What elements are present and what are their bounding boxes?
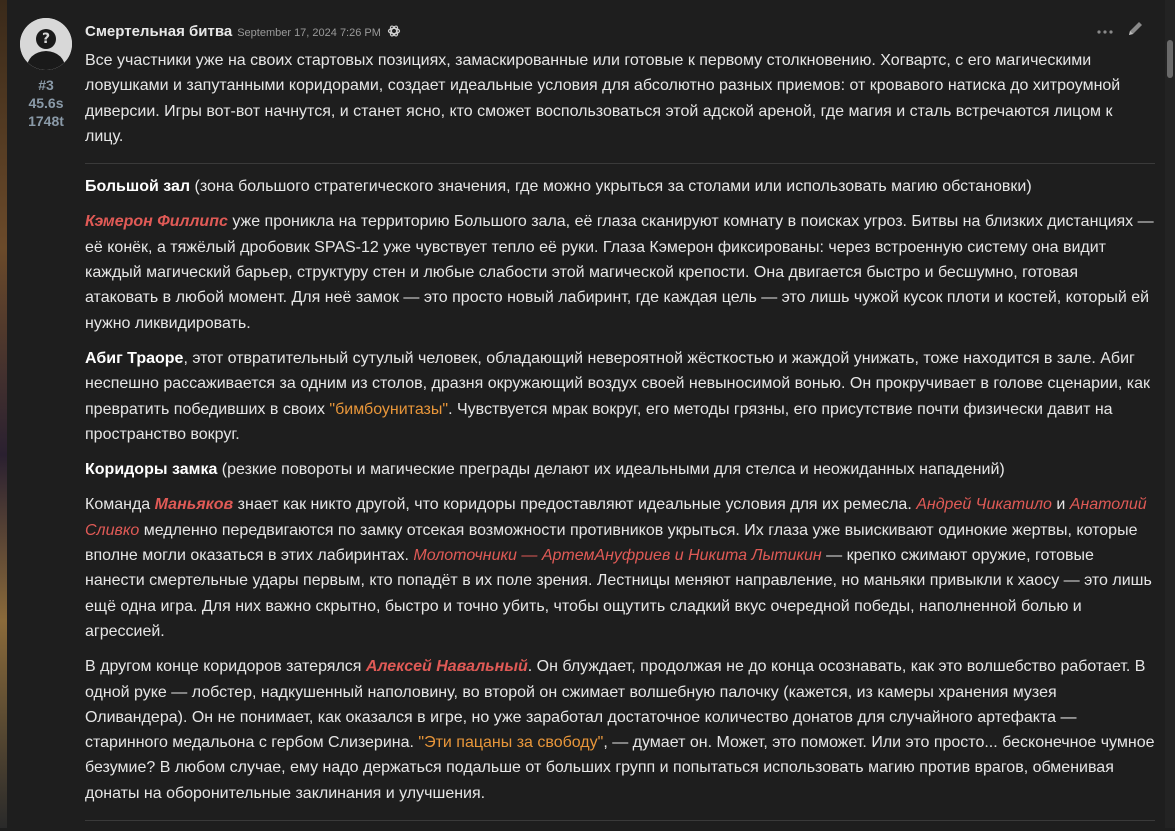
- paragraph-cameron: [85, 209, 1155, 335]
- generation-time: 45.6s: [28, 95, 64, 111]
- character-name: Андрей Чикатило: [916, 496, 1052, 514]
- token-count: 1748t: [28, 113, 64, 129]
- corridors-title: Коридоры замка: [85, 461, 218, 479]
- paragraph-maniacs: [85, 492, 1155, 644]
- team-text-2: медленно передвигаются по замку отсекая возможности противников укрыться. Их глаза уже выискивают одинокие жертвы, которые вполне могли оказаться в этих лабиринтах.: [85, 521, 1138, 565]
- paragraph-corridors-heading: [85, 457, 1155, 482]
- scrollbar-thumb[interactable]: [1167, 40, 1173, 78]
- character-name: Молоточники: [413, 547, 517, 565]
- character-name: Маньяков: [154, 496, 234, 514]
- post-content: [85, 0, 1155, 831]
- dash: —: [516, 547, 542, 565]
- cameron-text: уже проникла на территорию Большого зала, её глаза сканируют комнату в поисках угроз. Битвы на близких дистанциях — её конёк, а тяжёлый дробовик SPAS-12 уже чувствует тепло её руки. Глаза Кэмерон фиксированы: через встроенную систему она видит каждый магический барьер, структуру стен и любые слабости этой магической крепости. Она двигается быстро и бесшумно, готовая атаковать в любой момент. Для неё замок — это просто новый лабиринт, где каждая цель — это лишь чужой кусок плоти и костей, который ей нужно ликвидировать.: [85, 213, 1154, 332]
- navalny-prefix: В другом конце коридоров затерялся: [85, 658, 366, 676]
- abig-text-1: , этот отвратительный сутулый человек, обладающий невероятной жёсткостью и жаждой унижать, тоже находится в зале. Абиг неспешно рассаживается за одним из столов, дразня окружающий воздух своей невыносимой вонью. Он прокручивает в голове сценарии, как превратить победивших в своих: [85, 349, 1151, 418]
- team-text-3: — крепко сжимают оружие, готовые нанести смертельные удары первым, кто попадёт в их поле зрения. Лестницы меняют направление, но маньяки привыкли к хаосу — это лишь ещё одна игра. Для них важно скрытно, быстро и точно убить, чтобы ощутить сладкий вкус очередной победы, наполненной болью и агрессией.: [85, 547, 1152, 640]
- quote-text: "бимбоунитазы": [329, 400, 449, 418]
- chat-post: [18, 0, 1158, 828]
- background-edge: [0, 0, 7, 828]
- hall-title: Большой зал: [85, 178, 191, 196]
- post-number: #3: [38, 77, 54, 93]
- paragraph-navalny: [85, 654, 1155, 806]
- paragraph-hall-heading: [85, 174, 1155, 199]
- team-text-1: знает как никто другой, что коридоры предоставляют идеальные условия для их ремесла.: [233, 496, 917, 514]
- divider: [85, 820, 1155, 821]
- post-gutter: [18, 18, 74, 130]
- navalny-text-1: . Он блуждает, продолжая не до конца осознавать, как это волшебство работает. В одной руке — лобстер, надкушенный наполовину, во второй он сжимает волшебную палочку (кажется, из камеры хранения музея Оливандера). Он не понимает, как оказался в игре, но уже заработал достаточное количество донатов для случайного артефакта — старинного медальона с гербом Слизерина.: [85, 658, 1146, 752]
- post-actions: [1097, 20, 1144, 42]
- divider: [85, 163, 1155, 164]
- scrollbar[interactable]: [1165, 0, 1175, 828]
- quote-text: "Эти пацаны за свободу": [418, 734, 604, 752]
- character-name: Абиг Траоре: [85, 349, 184, 367]
- post-header: [85, 22, 1155, 42]
- navalny-text-2: , — думает он. Может, это поможет. Или это просто... бесконечное чумное безумие? В любом случае, ему надо держаться подальше от больших групп и попытаться использовать магию против врагов, обменивая донаты на оборонительные заклинания и улучшения.: [85, 734, 1155, 802]
- paragraph-intro: Все участники уже на своих стартовых позициях, замаскированные или готовые к первому столкновению. Хогвартс, с его магическими ловушками и запутанными коридорами, создает идеальные условия для абсолютно разных приемов: от кровавого натиска до хитроумной диверсии. Игры вот-вот начнутся, и станет ясно, кто сможет воспользоваться этой адской ареной, где магия и сталь встречаются лицом к лицу.: [85, 52, 1121, 145]
- team-prefix: Команда: [85, 496, 155, 514]
- character-name: Анатолий Сливко: [85, 496, 1147, 539]
- post-date: September 17, 2024 7:26 PM: [237, 27, 381, 39]
- character-name: Кэмерон Филлипс: [85, 213, 228, 231]
- character-name: АртемАнуфриев и Никита Лытикин: [541, 547, 822, 565]
- more-options-icon[interactable]: [1097, 22, 1113, 40]
- svg-text:?: ?: [41, 31, 51, 47]
- avatar[interactable]: [20, 18, 72, 70]
- hall-note: (зона большого стратегического значения, где можно укрыться за столами или использовать магию обстановки): [190, 178, 1032, 196]
- conjunction: и: [1051, 496, 1070, 514]
- avatar-silhouette-icon: [20, 18, 72, 70]
- corridors-note: (резкие повороты и магические преграды делают их идеальными для стелса и неожиданных нападений): [217, 461, 1005, 479]
- abig-text-2: . Чувствуется мрак вокруг, его методы грязны, его присутствие почти физически давит на пространство вокруг.: [85, 400, 1113, 443]
- paragraph-abig: [85, 346, 1155, 447]
- message-body: [85, 48, 1155, 821]
- character-name: Алексей Навальный: [365, 658, 528, 676]
- edit-pencil-icon[interactable]: [1127, 20, 1144, 42]
- openai-logo-icon: [387, 24, 401, 43]
- username[interactable]: Смертельная битва: [85, 23, 233, 40]
